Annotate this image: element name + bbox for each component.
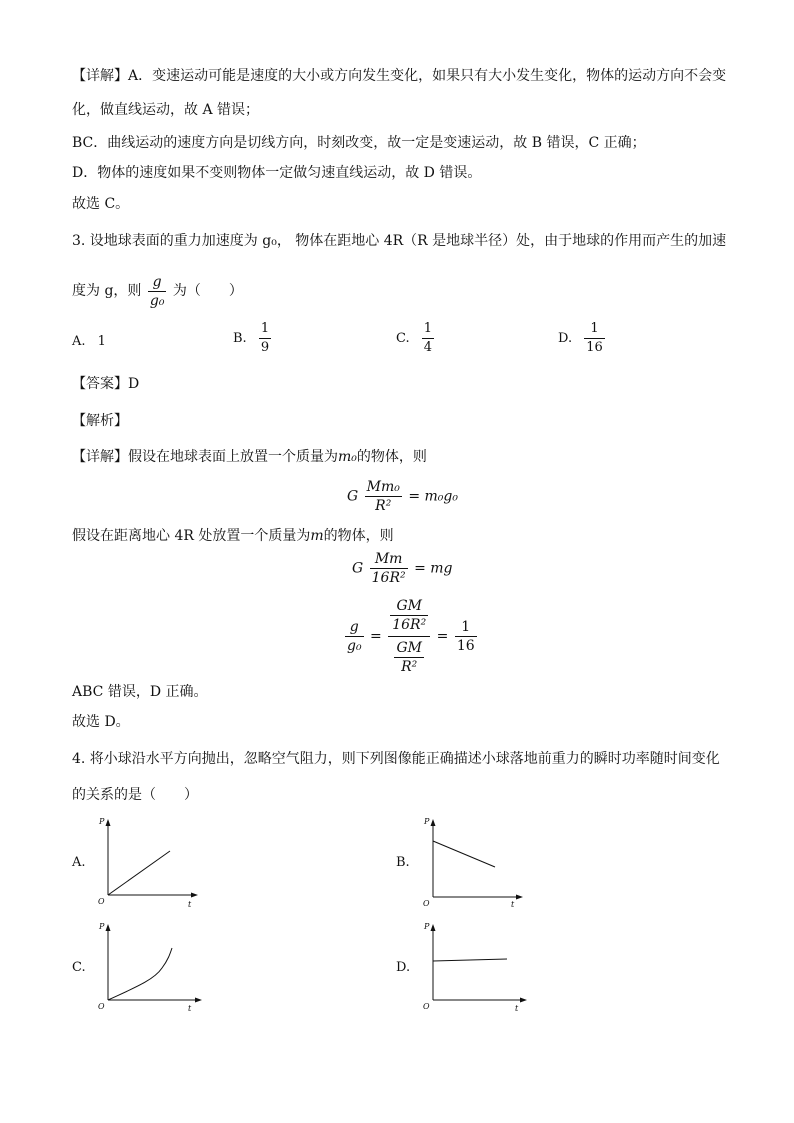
graph-c-xlabel: t	[188, 1004, 192, 1013]
eq1-g: G	[347, 488, 359, 505]
graph-d-y-arrow	[431, 924, 436, 931]
graph-a-origin: O	[98, 897, 105, 906]
graph-a-x-arrow	[191, 893, 198, 898]
eq3-mnum-den: 16R²	[392, 617, 427, 633]
q3-equation-3	[343, 597, 479, 676]
q3-option-c-den: 4	[423, 340, 433, 355]
graph-c-origin: O	[98, 1002, 105, 1011]
eq1-den: R²	[375, 498, 392, 514]
q4-graph-c-label: C.	[72, 960, 86, 975]
graph-d-origin: O	[423, 1002, 430, 1011]
eq3-eq1: =	[370, 628, 382, 645]
q3-stem-line2-post: 为（ ）	[172, 283, 243, 299]
q3-answer: 【答案】D	[72, 376, 140, 392]
q2-detail-d: D．物体的速度如果不变则物体一定做匀速直线运动，故 D 错误。	[72, 165, 482, 181]
graph-d-curve	[433, 959, 507, 961]
q4-stem-line2: 的关系的是（ ）	[72, 787, 198, 803]
q3-equation-2	[352, 550, 452, 587]
graph-b-curve	[433, 841, 495, 867]
eq1-num: Mm₀	[366, 479, 400, 495]
eq3-middle-fraction	[388, 597, 430, 676]
graph-c-x-arrow	[195, 998, 202, 1003]
graph-c-curve	[108, 948, 172, 1000]
q4-graph-b	[419, 815, 529, 910]
q3-option-d-den: 16	[586, 340, 603, 355]
graph-d-xlabel: t	[515, 1004, 519, 1013]
graph-a-xlabel: t	[188, 900, 192, 909]
graph-b-origin: O	[423, 899, 430, 908]
q3-option-d-num: 1	[584, 320, 605, 339]
q3-stem-line2	[72, 272, 243, 310]
q3-detail-2	[72, 526, 394, 546]
graph-d-x-arrow	[520, 998, 527, 1003]
q3-analysis-header: 【解析】	[72, 413, 128, 429]
q4-graph-c	[94, 918, 209, 1013]
graph-a-curve	[108, 851, 170, 895]
q3-option-a-value: 1	[97, 334, 106, 349]
eq1-fraction	[365, 478, 402, 515]
graph-d-ylabel: P	[424, 922, 430, 931]
eq2-rhs: = mg	[414, 560, 453, 577]
q3-detail-2-var: m	[310, 528, 324, 544]
q3-option-d-fraction	[584, 320, 605, 357]
q3-option-a	[72, 334, 106, 349]
q3-stem-line1: 3. 设地球表面的重力加速度为 g₀， 物体在距地心 4R（R 是地球半径）处，由于地球的作用而产生的加速	[72, 233, 727, 249]
q3-detail-1-post: 的物体，则	[356, 449, 427, 465]
graph-c-ylabel: P	[99, 922, 105, 931]
q4-graph-b-label: B.	[396, 855, 410, 870]
eq3-rnum: 1	[455, 618, 477, 637]
q3-detail-2-post: 的物体，则	[323, 528, 394, 544]
q3-option-c-num: 1	[422, 320, 434, 339]
q3-option-b	[233, 320, 273, 357]
q3-detail-1-text: 【详解】假设在地球表面上放置一个质量为	[72, 449, 338, 465]
q3-option-b-label: B.	[233, 331, 247, 346]
q3-option-c-label: C.	[396, 331, 410, 346]
q3-option-b-num: 1	[259, 320, 271, 339]
q3-option-c-fraction	[422, 320, 434, 357]
eq1-rhs: = m₀g₀	[408, 488, 458, 505]
graph-a-y-arrow	[106, 819, 111, 826]
q3-option-d-label: D.	[558, 331, 573, 346]
q3-detail-1	[72, 447, 427, 467]
q4-graph-a	[94, 815, 204, 910]
q3-option-b-den: 9	[260, 340, 270, 355]
graph-b-x-arrow	[516, 895, 523, 900]
eq2-g: G	[352, 560, 364, 577]
q3-wrong: ABC 错误，D 正确。	[72, 684, 208, 700]
eq3-mden-den: R²	[401, 659, 418, 675]
graph-b-xlabel: t	[511, 900, 515, 909]
q2-detail-a-cont: 化，做直线运动，故 A 错误；	[72, 102, 260, 118]
eq3-left-fraction	[345, 618, 364, 655]
eq3-lden: g₀	[347, 638, 362, 654]
q3-stem-line2-pre: 度为 g，则	[72, 283, 142, 299]
q3-equation-1	[347, 478, 458, 515]
q4-graph-d	[419, 918, 534, 1013]
q3-option-d	[558, 320, 607, 357]
eq2-den: 16R²	[371, 570, 406, 586]
q3-frac-g: g	[152, 273, 162, 290]
q3-frac-g0: g₀	[149, 292, 165, 309]
eq3-eq2: =	[436, 628, 449, 645]
q2-detail-a: 【详解】A．变速运动可能是速度的大小或方向发生变化，如果只有大小发生变化，物体的运动方向不会变	[72, 68, 727, 84]
q4-graph-d-label: D.	[396, 960, 411, 975]
eq3-rden: 16	[456, 638, 475, 654]
q2-conclusion: 故选 C。	[72, 196, 130, 212]
q3-option-b-fraction	[259, 320, 271, 357]
eq3-lnum: g	[349, 619, 359, 635]
q3-option-c	[396, 320, 436, 357]
q3-stem-fraction	[148, 273, 167, 310]
graph-b-ylabel: P	[424, 817, 430, 826]
eq3-mden-num: GM	[396, 640, 422, 656]
q3-option-a-label: A.	[72, 334, 86, 349]
q3-detail-2-text: 假设在距离地心 4R 处放置一个质量为	[72, 528, 311, 544]
q3-detail-1-var: m₀	[338, 449, 357, 465]
eq2-num: Mm	[374, 551, 403, 567]
graph-a-ylabel: P	[99, 817, 105, 826]
graph-b-y-arrow	[431, 819, 436, 826]
q4-graph-a-label: A.	[72, 855, 86, 870]
graph-c-y-arrow	[106, 924, 111, 931]
eq2-fraction	[370, 550, 408, 587]
q4-stem-line1: 4. 将小球沿水平方向抛出，忽略空气阻力，则下列图像能正确描述小球落地前重力的瞬时功率随时间变化	[72, 751, 720, 767]
eq3-right-fraction	[455, 618, 477, 655]
q3-conclusion: 故选 D。	[72, 714, 130, 730]
eq3-mnum-num: GM	[396, 598, 422, 614]
q2-detail-bc: BC．曲线运动的速度方向是切线方向，时刻改变，故一定是变速运动，故 B 错误，C 正确；	[72, 135, 646, 151]
